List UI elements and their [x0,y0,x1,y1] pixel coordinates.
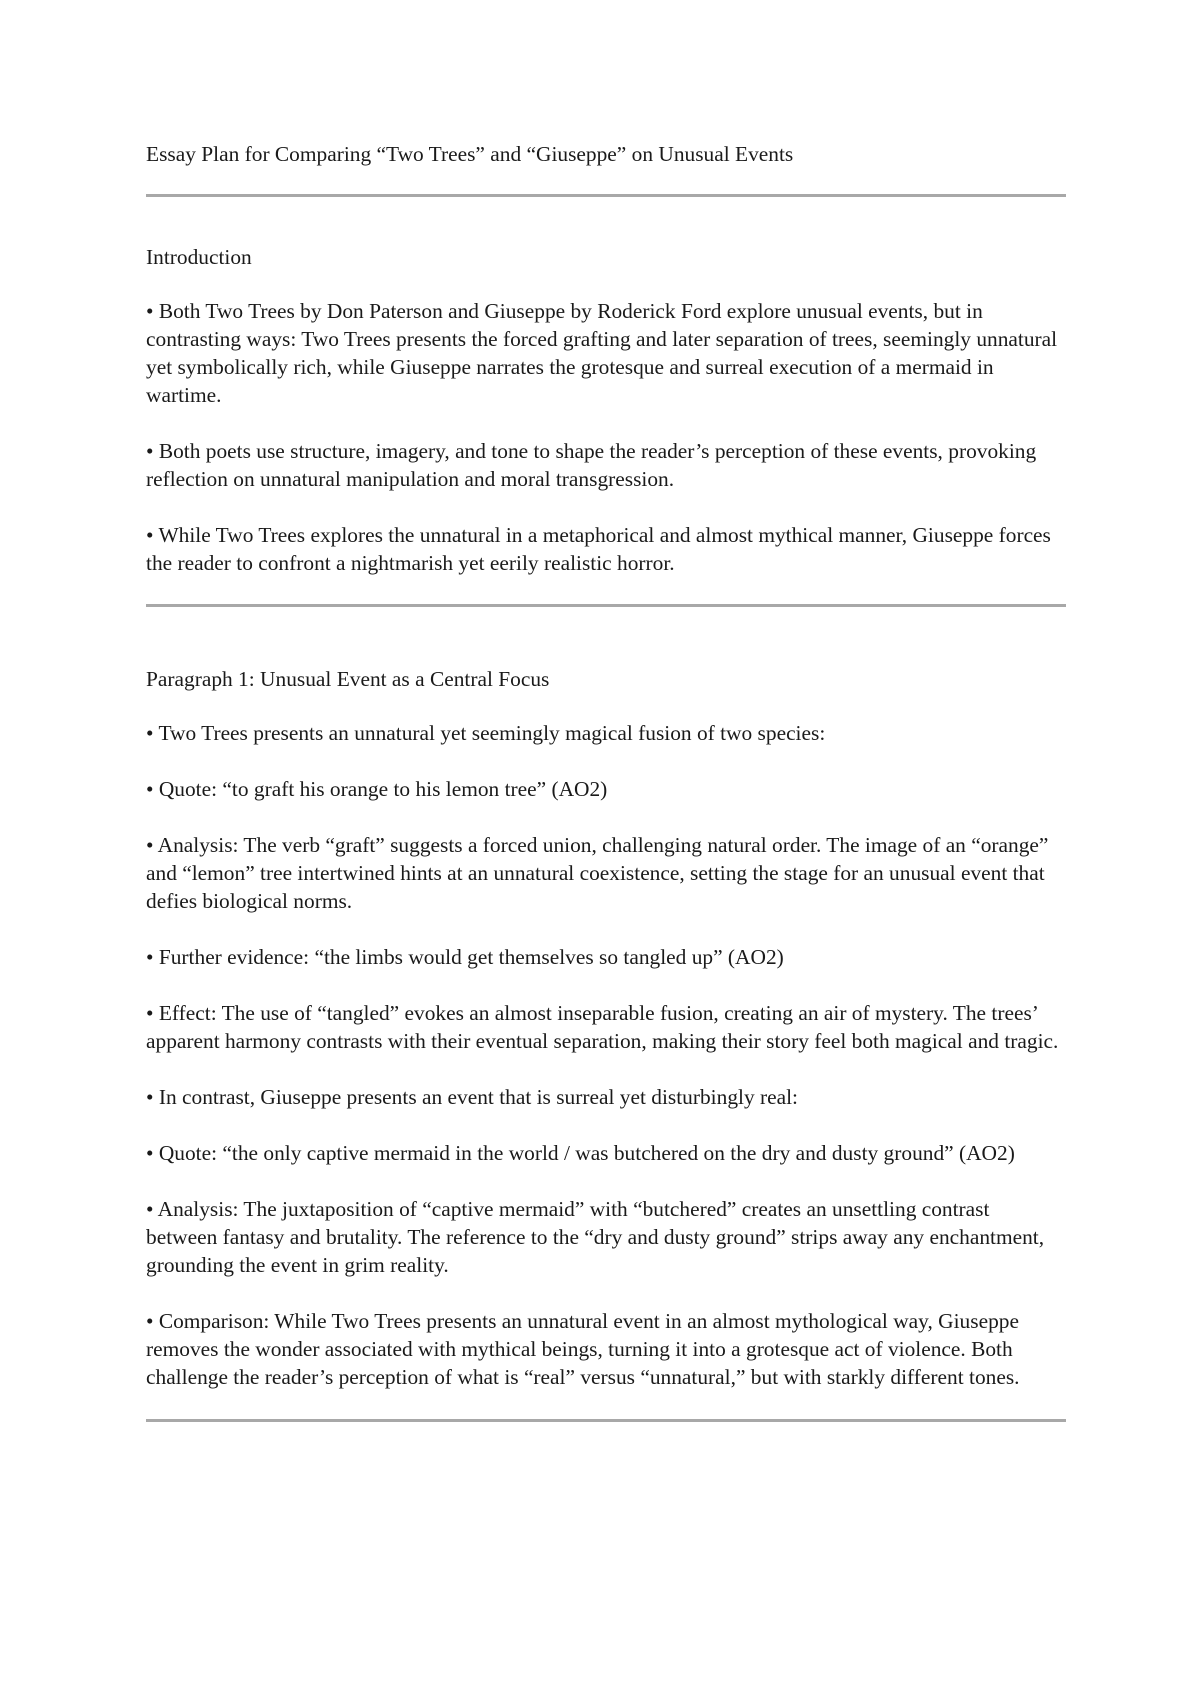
paragraph-1-section [146,665,1066,1391]
list-item: • Further evidence: “the limbs would get themselves so tangled up” (AO2) [146,945,784,969]
list-item: • In contrast, Giuseppe presents an event that is surreal yet disturbingly real: [146,1085,798,1109]
paragraph-1-heading: Paragraph 1: Unusual Event as a Central Focus [146,667,550,691]
list-item: • Analysis: The juxtaposition of “captive mermaid” with “butchered” creates an unsettling contrast between fantasy and brutality. The reference to the “dry and dusty ground” strips away any enchantment, grounding the event in grim reality. [146,1197,1045,1277]
page-title: Essay Plan for Comparing “Two Trees” and “Giuseppe” on Unusual Events [146,142,794,166]
list-item: • Both Two Trees by Don Paterson and Giuseppe by Roderick Ford explore unusual events, but in contrasting ways: Two Trees presents the forced grafting and later separation of trees, seemingly unnatural yet symbolically rich, while Giuseppe narrates the grotesque and surreal execution of a mermaid in wartime. [146,299,1058,407]
introduction-heading: Introduction [146,245,252,269]
divider [146,604,1066,607]
list-item: • Two Trees presents an unnatural yet seemingly magical fusion of two species: [146,721,826,745]
list-item: • Effect: The use of “tangled” evokes an almost inseparable fusion, creating an air of mystery. The trees’ apparent harmony contrasts with their eventual separation, making their story feel both magical and tragic. [146,1001,1059,1053]
list-item: • Quote: “the only captive mermaid in the world / was butchered on the dry and dusty ground” (AO2) [146,1141,1015,1165]
divider [146,194,1066,197]
introduction-section [146,243,1066,577]
list-item: • Analysis: The verb “graft” suggests a forced union, challenging natural order. The image of an “orange” and “lemon” tree intertwined hints at an unnatural coexistence, setting the stage for an unusual event that defies biological norms. [146,833,1049,913]
divider [146,1419,1066,1422]
list-item: • Both poets use structure, imagery, and tone to shape the reader’s perception of these events, provoking reflection on unnatural manipulation and moral transgression. [146,439,1037,491]
list-item: • Quote: “to graft his orange to his lemon tree” (AO2) [146,777,608,801]
list-item: • Comparison: While Two Trees presents an unnatural event in an almost mythological way, Giuseppe removes the wonder associated with mythical beings, turning it into a grotesque act of violence. Both challenge the reader’s perception of what is “real” versus “unnatural,” but with starkly different tones. [146,1309,1020,1389]
list-item: • While Two Trees explores the unnatural in a metaphorical and almost mythical manner, Giuseppe forces the reader to confront a nightmarish yet eerily realistic horror. [146,523,1051,575]
document-body [146,140,1066,1422]
